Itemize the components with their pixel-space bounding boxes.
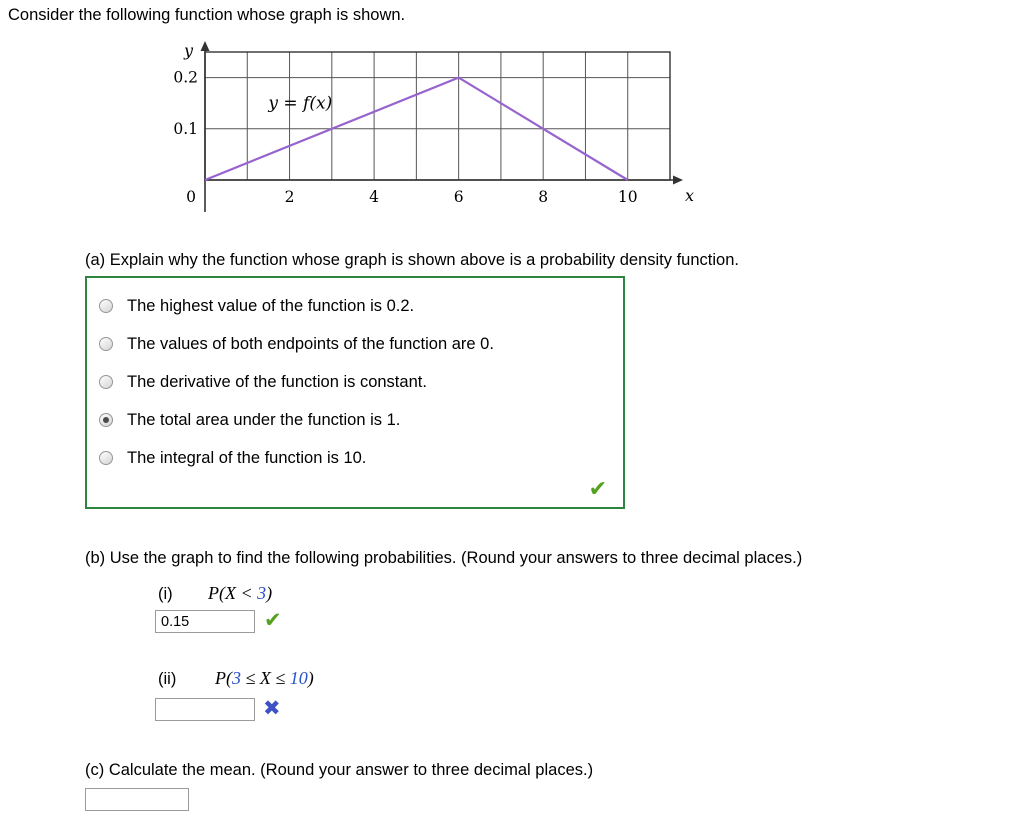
correct-icon: ✔ — [588, 476, 607, 501]
function-graph — [160, 40, 700, 227]
part-c-prompt: (c) Calculate the mean. (Round your answer to three decimal places.) — [85, 761, 594, 779]
x-axis-arrow — [673, 176, 683, 185]
x-tick-label: 6 — [453, 188, 464, 206]
incorrect-icon: ✖ — [263, 697, 281, 720]
radio-button[interactable] — [99, 413, 113, 427]
y-tick-label: 0.1 — [173, 119, 198, 138]
part-a-prompt: (a) Explain why the function whose graph is shown above is a probability density function. — [85, 251, 739, 269]
expr-text: ) — [266, 583, 273, 603]
option-label: The total area under the function is 1. — [127, 410, 401, 429]
curve-label: y = f(x) — [268, 93, 333, 114]
radio-button[interactable] — [99, 299, 113, 313]
y-tick-label: 0.2 — [173, 68, 198, 87]
item-index: (ii) — [158, 670, 177, 688]
option-row-3[interactable] — [99, 363, 623, 401]
probability-expression — [208, 583, 272, 604]
x-axis-label: x — [685, 186, 695, 205]
part-b-item-ii — [158, 668, 314, 689]
probability-expression — [215, 668, 314, 689]
y-axis-arrow — [201, 41, 210, 51]
answer-input-bii[interactable] — [155, 698, 255, 721]
option-group — [85, 276, 625, 509]
plot-border — [205, 52, 670, 180]
option-row-2[interactable] — [99, 325, 623, 363]
answer-input-c[interactable] — [85, 788, 189, 811]
part-b-prompt: (b) Use the graph to find the following probabilities. (Round your answers to three decimal places.) — [85, 549, 803, 567]
expr-text: ≤ X ≤ — [241, 668, 290, 688]
item-index: (i) — [158, 585, 173, 603]
expr-number: 3 — [257, 583, 267, 603]
option-label: The values of both endpoints of the function are 0. — [127, 334, 494, 353]
function-graph-svg — [160, 40, 700, 222]
expr-text: P(X < — [208, 583, 258, 603]
y-axis-label: y — [183, 41, 193, 60]
option-row-1[interactable] — [99, 287, 623, 325]
radio-button[interactable] — [99, 451, 113, 465]
part-b-item-i — [158, 583, 272, 604]
option-label: The highest value of the function is 0.2. — [127, 296, 415, 315]
x-tick-label: 8 — [538, 188, 549, 206]
option-row-4[interactable] — [99, 401, 623, 439]
expr-text: P( — [215, 668, 232, 688]
expr-text: ) — [307, 668, 314, 688]
origin-label: 0 — [186, 188, 196, 206]
expr-number: 3 — [232, 668, 241, 688]
x-tick-label: 10 — [617, 188, 638, 206]
intro-text: Consider the following function whose graph is shown. — [8, 6, 406, 24]
correct-icon: ✔ — [264, 609, 282, 632]
x-tick-label: 4 — [369, 188, 380, 206]
radio-button[interactable] — [99, 375, 113, 389]
option-label: The integral of the function is 10. — [127, 448, 367, 467]
expr-number: 10 — [289, 668, 308, 688]
radio-button[interactable] — [99, 337, 113, 351]
option-row-5[interactable] — [99, 439, 623, 477]
option-label: The derivative of the function is constant. — [127, 372, 427, 391]
x-tick-label: 2 — [284, 188, 295, 206]
answer-input-bi[interactable] — [155, 610, 255, 633]
